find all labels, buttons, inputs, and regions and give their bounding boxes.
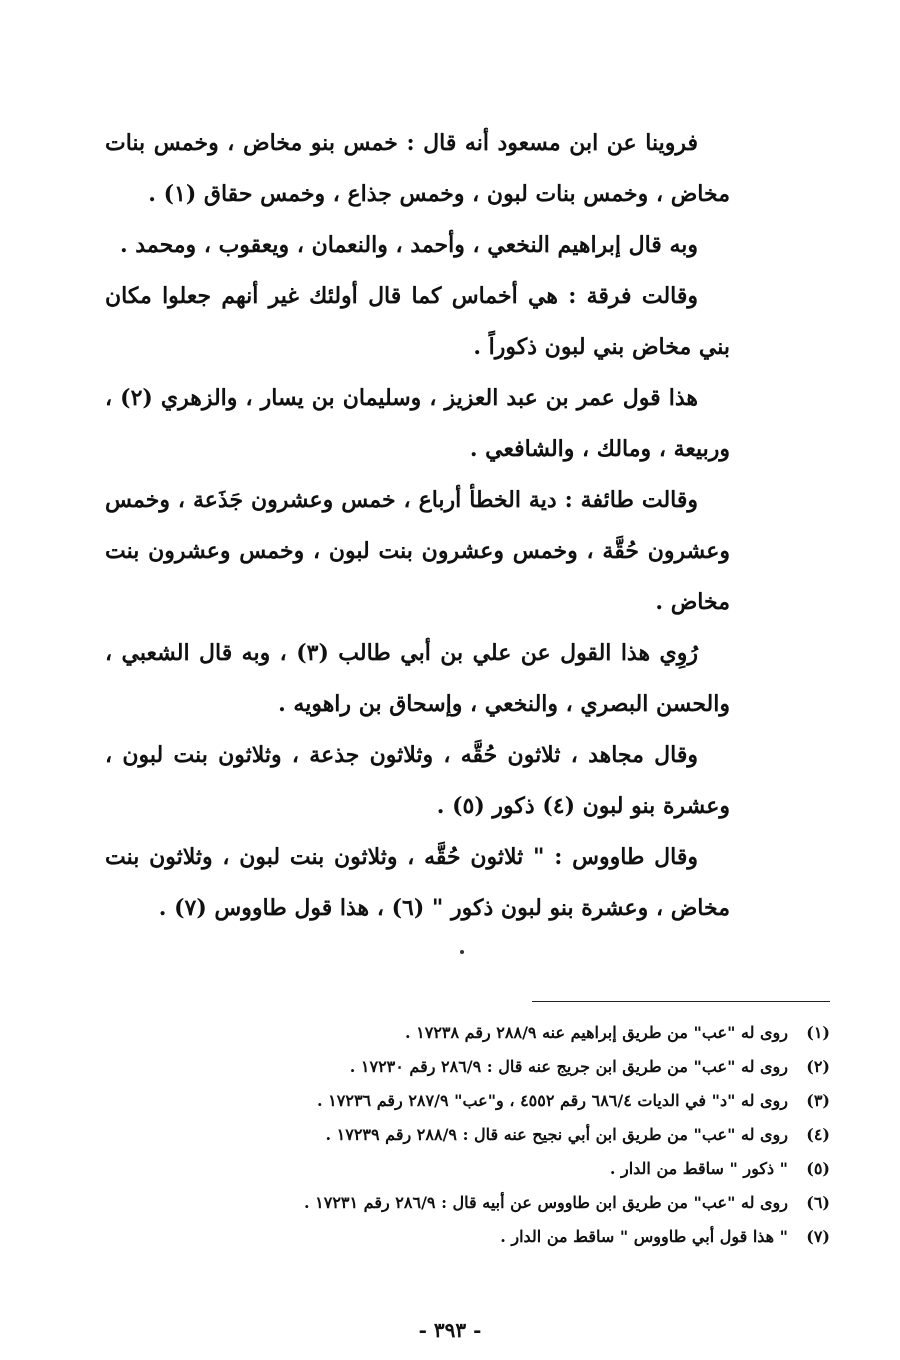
- footnote-text: " هذا قول أبي طاووس " ساقط من الدار .: [500, 1227, 788, 1246]
- footnote-text: روى له "عب" من طريق ابن جريج عنه قال : ٢٨٦/٩ رقم ١٧٢٣٠ .: [349, 1057, 788, 1076]
- main-text: [105, 118, 730, 934]
- paragraph-1: فروينا عن ابن مسعود أنه قال : خمس بنو مخاض ، وخمس بنات مخاض ، وخمس بنات لبون ، وخمس جذاع ، وخمس حقاق (١) .: [105, 130, 730, 207]
- separator-dot: [460, 950, 464, 954]
- footnote-number: (٢): [806, 1057, 830, 1076]
- footnote-1: [170, 1016, 830, 1050]
- footnote-4: [170, 1118, 830, 1152]
- page-number: - ٣٩٣ -: [418, 1318, 482, 1342]
- footnote-number: (٥): [806, 1159, 830, 1178]
- footnote-2: [170, 1050, 830, 1084]
- footnote-text: روى له "عب" من طريق ابن أبي نجيح عنه قال : ٢٨٨/٩ رقم ١٧٢٣٩ .: [325, 1125, 788, 1144]
- footnote-6: [170, 1186, 830, 1220]
- footnote-number: (٦): [806, 1193, 830, 1212]
- footnote-number: (٣): [806, 1091, 830, 1110]
- paragraph-5: وقالت طائفة : دية الخطأ أرباع ، خمس وعشرون جَذَعة ، وخمس وعشرون حُقَّة ، وخمس وعشرون بنت لبون ، وخمس وعشرون بنت مخاض .: [105, 487, 730, 615]
- paragraph-3: وقالت فرقة : هي أخماس كما قال أولئك غير أنهم جعلوا مكان بني مخاض بني لبون ذكوراً .: [105, 283, 730, 360]
- footnote-number: (١): [806, 1023, 830, 1042]
- footnote-rule: [532, 1001, 830, 1002]
- paragraph-8: وقال طاووس : " ثلاثون حُقَّه ، وثلاثون بنت لبون ، وثلاثون بنت مخاض ، وعشرة بنو لبون ذكور " (٦) ، هذا قول طاووس (٧) .: [105, 844, 730, 921]
- footnotes: [170, 1016, 830, 1254]
- footnote-number: (٤): [806, 1125, 830, 1144]
- footnote-text: روى له "د" في الديات ٦٨٦/٤ رقم ٤٥٥٢ ، و"عب" ٢٨٧/٩ رقم ١٧٢٣٦ .: [317, 1091, 788, 1110]
- footnote-number: (٧): [806, 1227, 830, 1246]
- paragraph-2: وبه قال إبراهيم النخعي ، وأحمد ، والنعمان ، ويعقوب ، ومحمد .: [119, 232, 698, 258]
- footnote-7: [170, 1220, 830, 1254]
- paragraph-7: وقال مجاهد ، ثلاثون حُقَّه ، وثلاثون جذعة ، وثلاثون بنت لبون ، وعشرة بنو لبون (٤) ذكور (٥) .: [105, 742, 730, 819]
- footnote-3: [170, 1084, 830, 1118]
- footnote-text: روى له "عب" من طريق ابن طاووس عن أبيه قال : ٢٨٦/٩ رقم ١٧٢٣١ .: [304, 1193, 788, 1212]
- footnote-text: روى له "عب" من طريق إبراهيم عنه ٢٨٨/٩ رقم ١٧٢٣٨ .: [405, 1023, 788, 1042]
- paragraph-4: هذا قول عمر بن عبد العزيز ، وسليمان بن يسار ، والزهري (٢) ، وربيعة ، ومالك ، والشافعي .: [105, 385, 730, 462]
- footnote-5: [170, 1152, 830, 1186]
- footnote-text: " ذكور " ساقط من الدار .: [609, 1159, 788, 1178]
- paragraph-6: رُوِي هذا القول عن علي بن أبي طالب (٣) ، وبه قال الشعبي ، والحسن البصري ، والنخعي ، وإسحاق بن راهويه .: [105, 640, 730, 717]
